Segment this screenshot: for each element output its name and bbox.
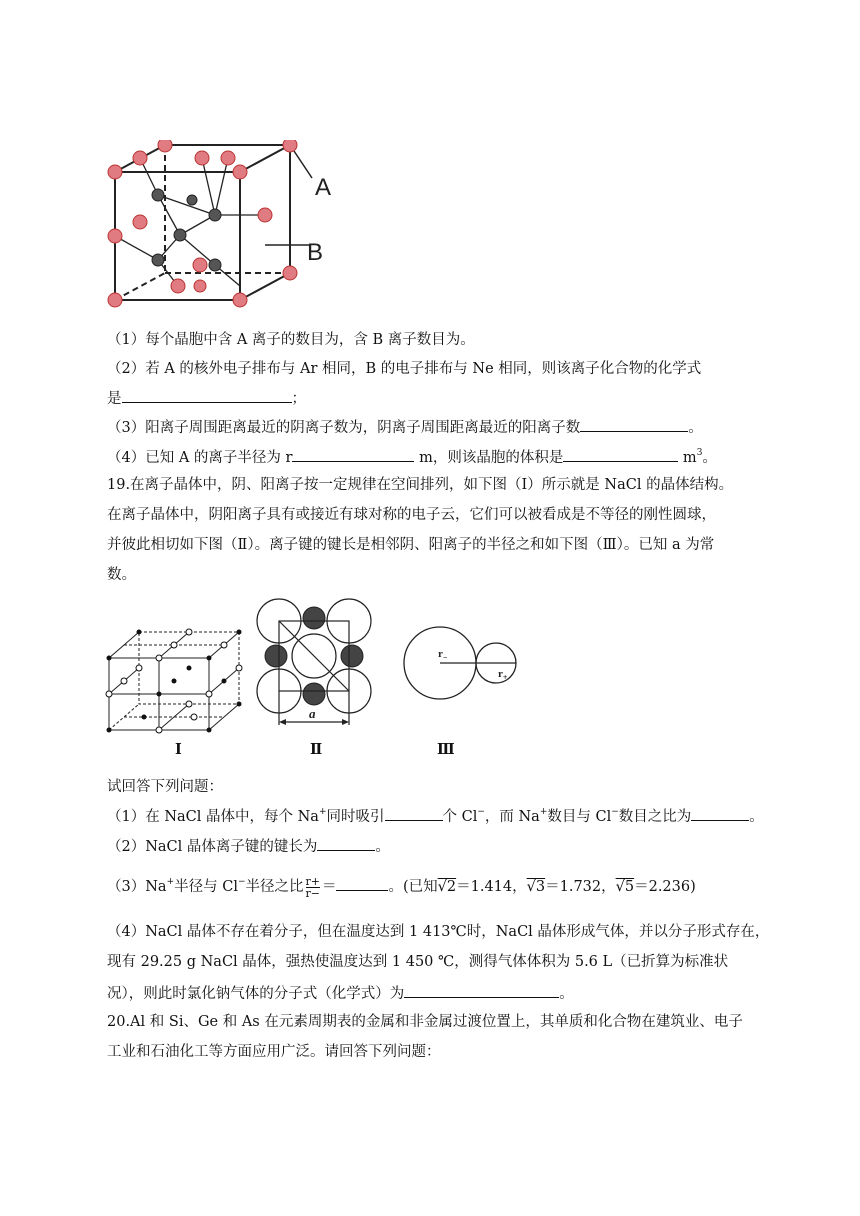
answer-blank (404, 982, 559, 998)
fraction-numerator: r+ (305, 874, 320, 888)
answer-blank (563, 446, 678, 462)
answer-blank (122, 387, 292, 403)
sup-minus: − (477, 807, 485, 817)
r-plus-label: $r_+$ (498, 668, 508, 682)
q19-p3-a: （3）Na (107, 879, 167, 895)
q19-p1-c: 个 Cl (442, 809, 478, 825)
q18-part2-line2 (107, 387, 306, 409)
q19-part4-line2: 现有 29.25 g NaCl 晶体，强热使温度达到 1 450 ℃，测得气体体积为 5.6 L（已折算为标准状 (107, 954, 729, 970)
answer-blank (336, 875, 388, 891)
label-b: B (307, 239, 324, 266)
q18-part3-text: （3）阳离子周围距离最近的阴离子数为，阴离子周围距离最近的阳离子数 (107, 420, 581, 436)
q19-intro-2: 在离子晶体中，阴阳离子具有或接近有球对称的电子云，它们可以被看成是不等径的刚性圆球， (107, 507, 716, 523)
q19-p4-l3-post: 。 (559, 986, 574, 1002)
answer-blank (292, 446, 414, 462)
q19-intro-3: 并彼此相切如下图（Ⅱ）。离子键的键长是相邻阴、阳离子的半径之和如下图（Ⅲ）。已知 a 为常 (107, 537, 715, 553)
r-minus-label: $r_-$ (438, 648, 448, 662)
sup-minus: − (237, 877, 246, 887)
q18-part3-post: 。 (688, 420, 703, 436)
q19-p1-d: ，而 Na (484, 809, 540, 825)
q19-p2-text: （2）NaCl 晶体离子键的键长为 (107, 839, 318, 855)
sup-plus: + (318, 807, 327, 817)
sqrt2: √2 (437, 879, 457, 895)
q18-part2-post: ； (291, 391, 306, 407)
q18-part4 (107, 446, 717, 468)
q19-p4-l3-text: 况），则此时氯化钠气体的分子式（化学式）为 (107, 986, 405, 1002)
equals-sign: ＝ (321, 879, 337, 895)
sup-plus: + (539, 807, 548, 817)
fig-label-1: Ⅰ (175, 741, 182, 758)
fraction-denominator: r− (305, 886, 320, 900)
q19-part2 (107, 835, 390, 857)
value-sqrt5: ＝2.236) (634, 879, 696, 895)
q18-part4-unit: m (678, 450, 697, 466)
answer-blank (317, 835, 375, 851)
q19-p1-g: 。 (749, 809, 764, 825)
q20-line1: 20.Al 和 Si、Ge 和 As 在元素周期表的金属和非金属过渡位置上，其单质和化合物在建筑业、电子 (107, 1014, 743, 1030)
q18-part4-sup: 3 (696, 448, 703, 458)
crystal-cell-figure (100, 140, 345, 315)
value-sqrt2: ＝1.414， (456, 879, 527, 895)
fig2-a-label: a (309, 706, 316, 721)
q19-p3-b: 半径与 Cl (174, 879, 238, 895)
q19-part4-line3 (107, 982, 574, 1004)
answer-blank (580, 416, 688, 432)
radius-ratio-fraction (306, 876, 320, 899)
answer-blank (691, 805, 749, 821)
q19-p1-b: 同时吸引 (326, 809, 385, 825)
sup-plus: + (166, 877, 175, 887)
fig-label-2: Ⅱ (310, 741, 323, 758)
answer-blank (385, 805, 443, 821)
sphere-packing-figure (255, 597, 373, 737)
q19-part1 (107, 805, 764, 827)
q18-part2-line1: （2）若 A 的核外电子排布与 Ar 相同，B 的电子排布与 Ne 相同，则该离子化合物的化学式 (107, 361, 702, 377)
q19-p3-c: 半径之比 (245, 879, 304, 895)
q19-p1-e: 数目与 Cl (547, 809, 612, 825)
q19-p1-f: 数目之比为 (618, 809, 692, 825)
q19-intro-1: 19.在离子晶体中，阴、阳离子按一定规律在空间排列，如下图（Ⅰ）所示就是 NaCl 的晶体结构。 (107, 477, 734, 493)
label-a: A (315, 174, 332, 201)
q18-part4-end: 。 (702, 450, 717, 466)
q20-line2: 工业和石油化工等方面应用广泛。请回答下列问题： (107, 1044, 441, 1060)
sqrt3: √3 (526, 879, 546, 895)
sqrt5: √5 (615, 879, 635, 895)
q18-part1: （1）每个晶胞中含 A 离子的数目为，含 B 离子数目为。 (107, 332, 475, 348)
ionic-radii-figure (400, 625, 525, 705)
q18-part4-text: （4）已知 A 的离子半径为 r (107, 450, 293, 466)
q19-p2-post: 。 (375, 839, 390, 855)
q19-p1-a: （1）在 NaCl 晶体中，每个 Na (107, 809, 319, 825)
q19-part4-line1: （4）NaCl 晶体不存在着分子，但在温度达到 1 413℃时，NaCl 晶体形成气体，并以分子形式存在， (107, 924, 770, 940)
q19-prompt: 试回答下列问题： (107, 779, 223, 795)
q18-part2-pre: 是 (107, 391, 122, 407)
q18-part4-mid: m，则该晶胞的体积是 (414, 450, 564, 466)
fig-label-3: Ⅲ (437, 741, 455, 758)
value-sqrt3: ＝1.732， (545, 879, 616, 895)
q18-part3 (107, 416, 703, 438)
q19-part3 (107, 875, 696, 899)
sup-minus: − (611, 807, 619, 817)
nacl-lattice-figure (105, 628, 245, 738)
q19-p3-known: 。(已知 (388, 879, 438, 895)
q19-intro-4: 数。 (107, 567, 136, 583)
